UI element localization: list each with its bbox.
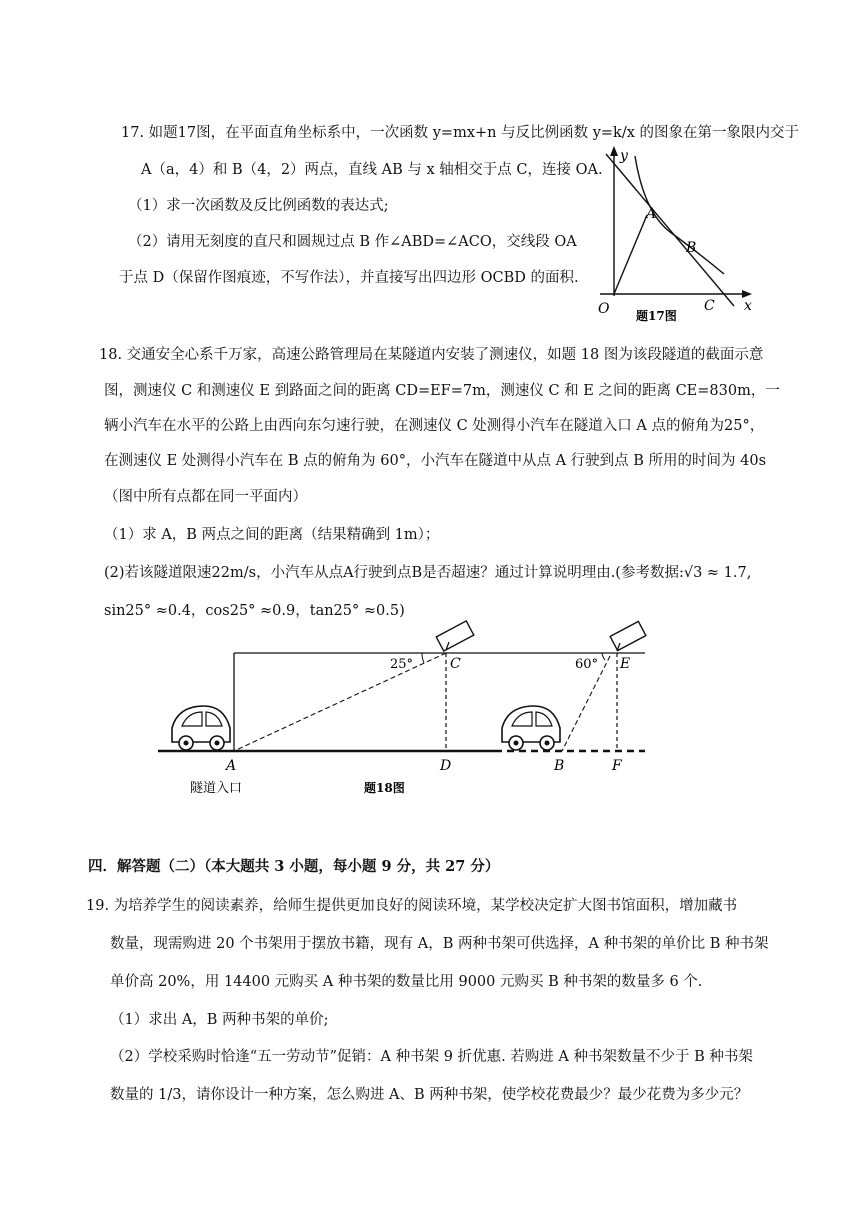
q17-part-2a: （2）请用无刻度的直尺和圆规过点 B 作∠ABD=∠ACO，交线段 OA bbox=[128, 234, 577, 250]
q17-label-a: A bbox=[646, 206, 657, 222]
q17-x-arrow bbox=[742, 290, 752, 298]
q18-figure bbox=[150, 620, 660, 805]
q17-figure bbox=[580, 140, 770, 330]
q17-part-1: （1）求一次函数及反比例函数的表达式; bbox=[128, 198, 389, 214]
q18-angle-arc-c bbox=[422, 653, 424, 663]
q18-caption: 题18图 bbox=[364, 781, 405, 795]
q18-camera-e-icon bbox=[610, 621, 646, 651]
q18-label-d: D bbox=[440, 758, 452, 774]
q18-label-c: C bbox=[450, 656, 461, 672]
q19-part-1: （1）求出 A，B 两种书架的单价; bbox=[110, 1012, 329, 1028]
q18-car-a-icon bbox=[172, 706, 230, 750]
q18-label-e: E bbox=[620, 656, 631, 672]
q18-line-3: 辆小汽车在水平的公路上由西向东匀速行驶，在测速仪 C 处测得小汽车在隧道入口 A 点的俯角为25°， bbox=[104, 418, 765, 434]
q19-part-2b: 数量的 1/3，请你设计一种方案，怎么购进 A、B 两种书架，使学校花费最少？最少花费为多少元？ bbox=[110, 1087, 749, 1103]
q18-part-1: （1）求 A，B 两点之间的距离（结果精确到 1m）； bbox=[104, 527, 440, 543]
q17-y-arrow bbox=[610, 146, 618, 156]
q18-part-2: (2)若该隧道限速22m/s，小汽车从点A行驶到点B是否超速？通过计算说明理由.(参考数据:√3 ≈ 1.7, bbox=[104, 565, 752, 581]
q18-line-1: 18. 交通安全心系千万家，高速公路管理局在某隧道内安装了测速仪，如题 18 图为该段隧道的截面示意 bbox=[99, 347, 764, 363]
q17-line-2: A（a，4）和 B（4，2）两点，直线 AB 与 x 轴相交于点 C，连接 OA. bbox=[141, 162, 603, 178]
q18-line-5: （图中所有点都在同一平面内） bbox=[104, 489, 307, 505]
q18-sight-ca bbox=[234, 653, 446, 751]
q18-entrance-label: 隧道入口 bbox=[190, 781, 243, 796]
q18-line-2: 图，测速仪 C 和测速仪 E 到路面之间的距离 CD=EF=7m，测速仪 C 和 E 之间的距离 CE=830m，一 bbox=[104, 383, 780, 399]
q17-label-c: C bbox=[704, 298, 715, 314]
q17-label-b: B bbox=[686, 240, 697, 256]
q17-label-y: y bbox=[620, 148, 628, 164]
q17-segment-oa bbox=[614, 215, 647, 294]
q17-label-o: O bbox=[598, 301, 610, 317]
q19-part-2: （2）学校采购时恰逢“五一劳动节”促销：A 种书架 9 折优惠. 若购进 A 种书架数量不少于 B 种书架 bbox=[110, 1049, 753, 1065]
q19-line-1: 19. 为培养学生的阅读素养，给师生提供更加良好的阅读环境，某学校决定扩大图书馆面积，增加藏书 bbox=[86, 898, 738, 914]
q18-label-a: A bbox=[226, 758, 237, 774]
q18-angle-arc-e bbox=[602, 653, 605, 660]
q17-caption: 题17图 bbox=[636, 309, 677, 323]
q18-angle-c-label: 25° bbox=[390, 657, 414, 672]
q18-angle-e-label: 60° bbox=[575, 657, 599, 672]
q19-line-3: 单价高 20%，用 14400 元购买 A 种书架的数量比用 9000 元购买 B 种书架的数量多 6 个. bbox=[110, 974, 703, 990]
q19-line-2: 数量，现需购进 20 个书架用于摆放书籍，现有 A，B 两种书架可供选择，A 种书架的单价比 B 种书架 bbox=[110, 936, 769, 952]
q18-car-b-icon bbox=[502, 706, 560, 750]
section-4-title: 四．解答题（二）（本大题共 3 小题，每小题 9 分，共 27 分） bbox=[88, 858, 500, 875]
q18-label-f: F bbox=[612, 758, 622, 774]
q18-line-4: 在测速仪 E 处测得小汽车在 B 点的俯角为 60°，小汽车在隧道中从点 A 行驶到点 B 所用的时间为 40s bbox=[104, 453, 767, 469]
q17-label-x: x bbox=[744, 298, 752, 314]
q18-camera-c-icon bbox=[436, 621, 474, 651]
q18-part-2b: sin25° ≈0.4，cos25° ≈0.9，tan25° ≈0.5) bbox=[104, 603, 405, 619]
q17-part-2b: 于点 D（保留作图痕迹，不写作法），并直接写出四边形 OCBD 的面积. bbox=[119, 270, 579, 286]
q17-line-1: 17. 如题17图，在平面直角坐标系中，一次函数 y=mx+n 与反比例函数 y=k/x 的图象在第一象限内交于 bbox=[121, 125, 799, 141]
q18-label-b: B bbox=[554, 758, 565, 774]
q17-line-ab bbox=[606, 154, 734, 306]
